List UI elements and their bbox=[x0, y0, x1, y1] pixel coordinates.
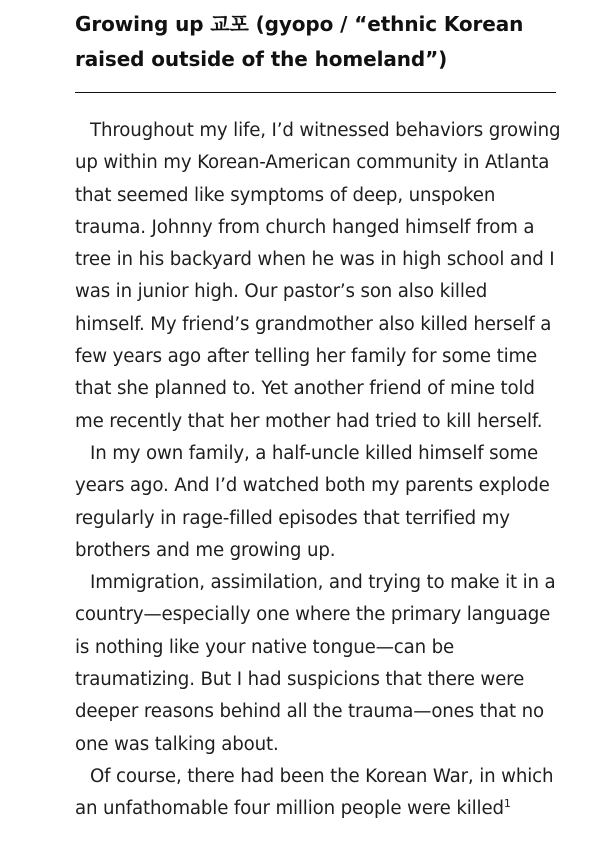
footnote-marker[interactable]: 1 bbox=[503, 797, 511, 811]
body-text bbox=[75, 115, 565, 826]
text-line: that seemed like symptoms of deep, unspoken bbox=[75, 184, 496, 206]
paragraph-throughout-my-life bbox=[75, 115, 565, 438]
section-heading-line: raised outside of the homeland”) bbox=[75, 47, 448, 71]
text-line: trauma. Johnny from church hanged himself from a bbox=[75, 216, 535, 238]
text-line bbox=[75, 793, 565, 825]
text-line: Immigration, assimilation, and trying to make it in a bbox=[90, 572, 556, 594]
section-heading-line: Growing up 교포 (gyopo / “ethnic Korean bbox=[75, 12, 524, 36]
text-line: is nothing like your native tongue—can be bbox=[75, 636, 455, 658]
text-line: years ago. And I’d watched both my parents explode bbox=[75, 475, 550, 497]
paragraph-korean-war bbox=[75, 761, 565, 826]
heading-divider bbox=[75, 92, 556, 93]
text-line: tree in his backyard when he was in high school and I bbox=[75, 249, 555, 271]
text-line: me recently that her mother had tried to kill herself. bbox=[75, 410, 543, 432]
text-line: few years ago after telling her family for some time bbox=[75, 346, 538, 368]
paragraph-my-own-family bbox=[75, 438, 565, 567]
text-line: was in junior high. Our pastor’s son also killed bbox=[75, 281, 488, 303]
text-line-content: an unfathomable four million people were killed bbox=[75, 798, 504, 820]
text-line: up within my Korean-American community in Atlanta bbox=[75, 152, 550, 174]
text-line: In my own family, a half-uncle killed himself some bbox=[90, 442, 539, 464]
text-line: deeper reasons behind all the trauma—ones that no bbox=[75, 701, 544, 723]
paragraph-immigration bbox=[75, 567, 565, 761]
text-line: Throughout my life, I’d witnessed behaviors growing bbox=[90, 120, 561, 141]
text-line: brothers and me growing up. bbox=[75, 539, 336, 561]
text-line: one was talking about. bbox=[75, 733, 279, 755]
section-heading bbox=[75, 7, 565, 77]
text-line: country—especially one where the primary language bbox=[75, 604, 551, 626]
text-line: that she planned to. Yet another friend of mine told bbox=[75, 378, 535, 400]
text-line: Of course, there had been the Korean War, in which bbox=[90, 765, 554, 787]
text-line: himself. My friend’s grandmother also killed herself a bbox=[75, 313, 552, 335]
text-line: regularly in rage-filled episodes that terrified my bbox=[75, 507, 510, 529]
text-line: traumatizing. But I had suspicions that there were bbox=[75, 669, 525, 691]
